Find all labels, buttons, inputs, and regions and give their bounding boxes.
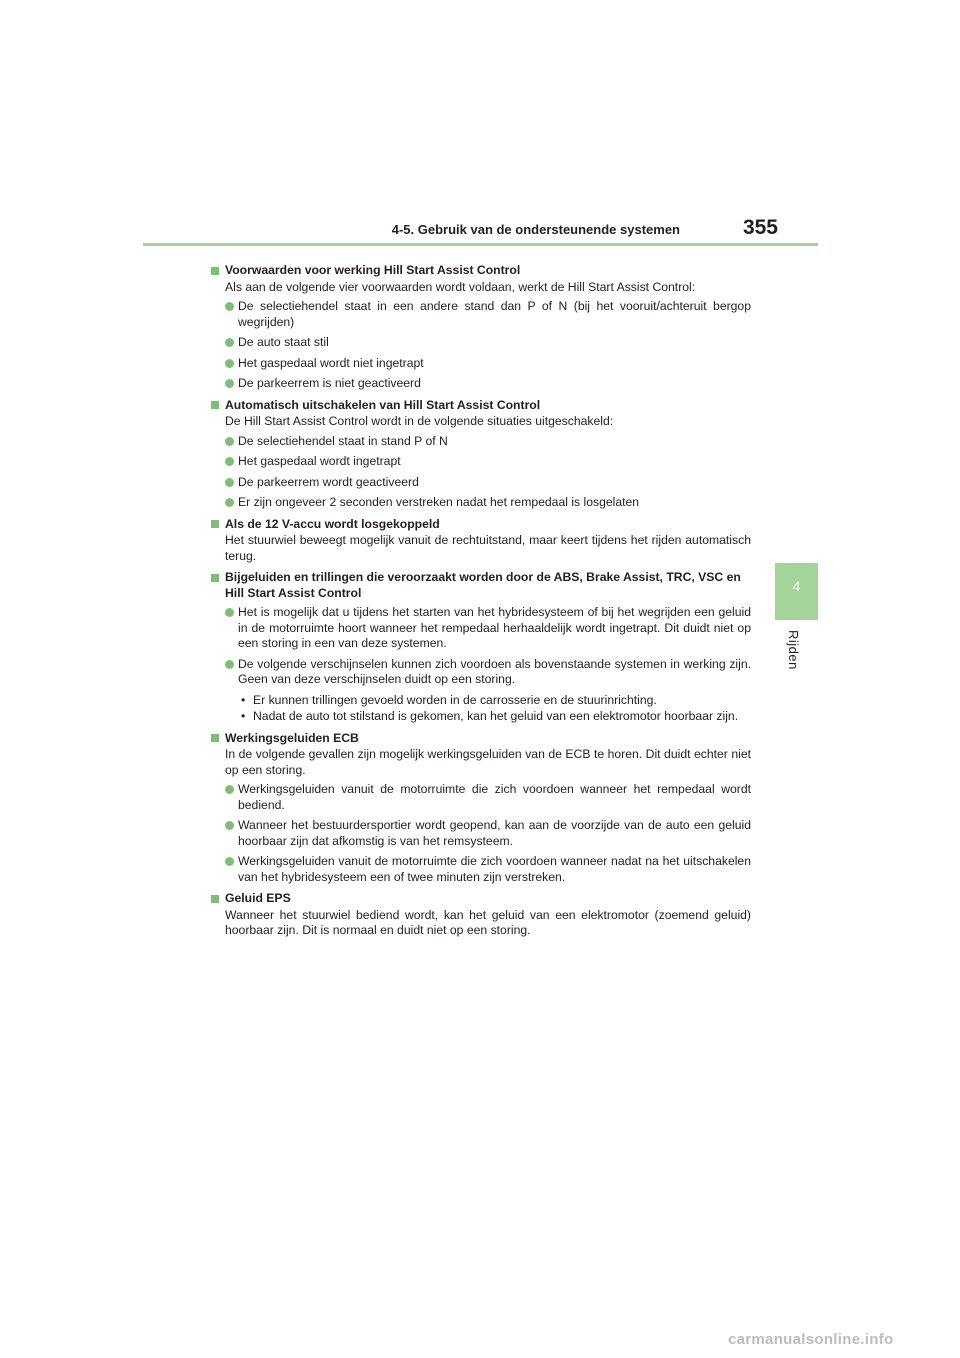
round-bullet-icon [225,660,234,669]
page-content [211,257,751,942]
round-bullet-icon [225,379,234,388]
round-bullet-icon [225,478,234,487]
section-heading: Automatisch uitschakelen van Hill Start Assist Control [211,398,751,414]
section-intro: De Hill Start Assist Control wordt in de volgende situaties uitgeschakeld: [225,414,614,428]
sub-list-item: • Er kunnen trillingen gevoeld worden in de carrosserie en de stuurinrichting. [241,692,657,707]
list-item: De parkeerrem is niet geactiveerd [211,376,751,392]
list-item: De volgende verschijnselen kunnen zich voordoen als bovenstaande systemen in werking zijn. Geen van deze verschijnselen duidt op een storing. [211,657,751,688]
section-intro: Wanneer het stuurwiel bediend wordt, kan het geluid van een elektromotor (zoemend geluid) hoorbaar zijn. Dit is normaal en duidt niet op een storing. [225,907,751,937]
chapter-tab [775,563,818,620]
list-item: Werkingsgeluiden vanuit de motorruimte die zich voordoen wanneer nadat na het uitschakelen van het hybridesysteem een of twee minuten zijn verstreken. [211,854,751,885]
round-bullet-icon [225,359,234,368]
chapter-number: 4 [792,578,801,594]
section-heading: Bijgeluiden en trillingen die veroorzaakt worden door de ABS, Brake Assist, TRC, VSC en Hill Start Assist Control [211,570,751,601]
square-bullet-icon [211,895,219,903]
square-bullet-icon [211,574,219,582]
section-intro: Het stuurwiel beweegt mogelijk vanuit de rechtuitstand, maar keert tijdens het rijden automatisch terug. [225,533,751,563]
list-item: Werkingsgeluiden vanuit de motorruimte die zich voordoen wanneer het rempedaal wordt bediend. [211,782,751,813]
sub-bullet-mark: • [241,692,246,707]
list-item: Het is mogelijk dat u tijdens het starten van het hybridesysteem of bij het wegrijden een geluid in de motorruimte hoort wanneer het rempedaal herhaaldelijk wordt ingetrapt. Dit duidt niet op een storing in een van deze systemen. [211,605,751,652]
square-bullet-icon [211,267,219,275]
round-bullet-icon [225,785,234,794]
sub-list-item: • Nadat de auto tot stilstand is gekomen, kan het geluid van een elektromotor hoorbaar zijn. [241,709,739,723]
round-bullet-icon [225,437,234,446]
square-bullet-icon [211,520,219,528]
list-item: De selectiehendel staat in een andere stand dan P of N (bij het vooruit/achteruit bergop wegrijden) [211,299,751,330]
sub-bullet-mark: • [241,709,246,723]
section-title: 4-5. Gebruik van de ondersteunende systemen [391,222,680,237]
list-item: Het gaspedaal wordt niet ingetrapt [211,356,751,372]
section-heading: Werkingsgeluiden ECB [211,731,751,747]
section-intro: Als aan de volgende vier voorwaarden wordt voldaan, werkt de Hill Start Assist Control: [225,279,696,294]
round-bullet-icon [225,498,234,507]
list-item: De auto staat stil [211,335,751,351]
round-bullet-icon [225,821,234,830]
watermark-logo: carmanualsonline.info [728,1331,894,1348]
page-number: 355 [742,216,778,239]
round-bullet-icon [225,608,234,617]
round-bullet-icon [225,338,234,347]
round-bullet-icon [225,857,234,866]
list-item: De selectiehendel staat in stand P of N [211,434,751,450]
chapter-label: Rijden [786,630,801,670]
square-bullet-icon [211,734,219,742]
list-item: Wanneer het bestuurdersportier wordt geopend, kan aan de voorzijde van de auto een geluid hoorbaar zijn dat afkomstig is van het remsysteem. [211,818,751,849]
header-rule [143,243,818,246]
section-heading: Geluid EPS [211,891,751,907]
section-heading: Voorwaarden voor werking Hill Start Assist Control [211,263,751,279]
list-item: De parkeerrem wordt geactiveerd [211,475,751,491]
section-heading: Als de 12 V-accu wordt losgekoppeld [211,517,751,533]
round-bullet-icon [225,457,234,466]
list-item: Het gaspedaal wordt ingetrapt [211,454,751,470]
section-intro: In de volgende gevallen zijn mogelijk werkingsgeluiden van de ECB te horen. Dit duidt echter niet op een storing. [225,747,751,777]
round-bullet-icon [225,302,234,311]
square-bullet-icon [211,401,219,409]
list-item: Er zijn ongeveer 2 seconden verstreken nadat het rempedaal is losgelaten [211,495,751,511]
